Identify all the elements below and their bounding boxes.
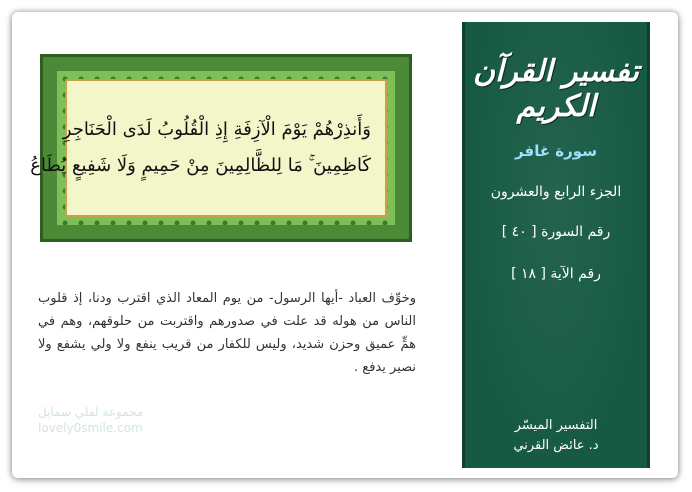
watermark-site: lovely0smile.com [38,421,143,435]
panel-title: تفسير القرآن الكريم [473,54,639,124]
tafsir-name: التفسير الميسّر [514,418,598,433]
side-panel [462,22,650,468]
surah-name: سورة غافر [515,142,597,160]
watermark [38,404,143,436]
card [12,12,678,478]
juz-label: الجزء الرابع والعشرون [490,184,622,200]
surah-number: رقم السورة [ ٤٠ ] [501,224,611,240]
ayah-number: رقم الآية [ ١٨ ] [511,266,601,282]
verse-line-2: كَاظِمِينَ ۚ مَا لِلظَّالِمِينَ مِنْ حَمِيمٍ وَلَا شَفِيعٍ يُطَاعُ [30,155,371,176]
watermark-arabic: مجموعة لفلي سمايل [38,405,144,419]
tafsir-text: وخوِّف العباد -أيها الرسول- من يوم المعاد الذي اقترب ودنا، إذ قلوب الناس من هوله قد علت في صدورهم واقتربت من حلوقهم، وهم في همٍّ عميق وحزن شديد، وليس للكفار من قريب ينفع ولا ولي يشفع ولا نصير يدفع . [38,291,416,375]
verse-frame [30,54,412,242]
verse-line-1: وَأَنذِرْهُمْ يَوْمَ الْآزِفَةِ إِذِ الْقُلُوبُ لَدَى الْحَنَاجِرِ [62,119,371,140]
author-name: د. عائض القرني [513,438,599,453]
verse-box [30,79,387,217]
verse-frame-ornament [30,71,395,225]
